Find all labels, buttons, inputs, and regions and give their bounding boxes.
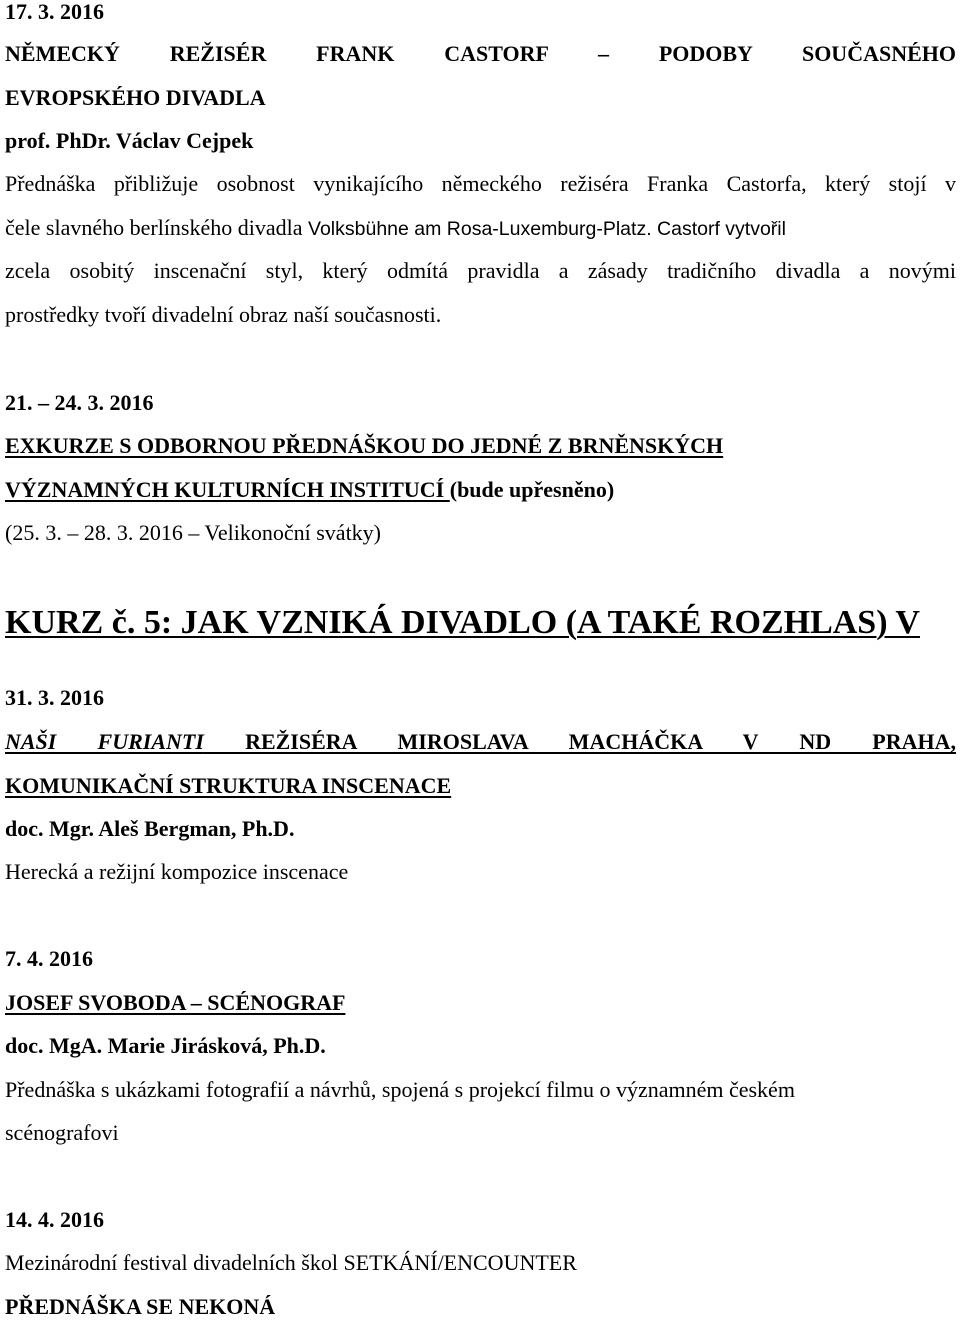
event-date: 21. – 24. 3. 2016 — [5, 390, 154, 415]
event-note: (25. 3. – 28. 3. 2016 – Velikonoční svátky) — [5, 520, 382, 545]
course-heading: KURZ č. 5: JAK VZNIKÁ DIVADLO (A TAKÉ ROZHLAS) V — [5, 604, 920, 641]
event-date: 7. 4. 2016 — [5, 946, 93, 971]
event-description: Přednáška s ukázkami fotografií a návrhů, spojená s projekcí filmu o významném českém — [5, 1077, 795, 1102]
event-description: zcela osobitý inscenační styl, který odmítá pravidla a zásady tradičního divadla a novými — [5, 258, 956, 283]
event-description — [5, 213, 786, 243]
lecturer-name: prof. PhDr. Václav Cejpek — [5, 128, 254, 153]
lecturer-name: doc. Mgr. Aleš Bergman, Ph.D. — [5, 816, 295, 841]
title-italic: NAŠI FURIANTI — [5, 729, 204, 754]
event-description: Přednáška přibližuje osobnost vynikajícího německého režiséra Franka Castorfa, který stojí v — [5, 171, 956, 196]
event-title: PŘEDNÁŠKA SE NEKONÁ — [5, 1294, 276, 1319]
event-title: JOSEF SVOBODA – SCÉNOGRAF — [5, 990, 346, 1015]
event-title-continued: KOMUNIKAČNÍ STRUKTURA INSCENACE — [5, 773, 452, 798]
description-text: Volksbühne am Rosa-Luxemburg-Platz. Castorf vytvořil — [308, 218, 786, 240]
event-title — [5, 727, 956, 757]
event-date: 14. 4. 2016 — [5, 1207, 104, 1232]
event-title: NĚMECKÝ REŽISÉR FRANK CASTORF – PODOBY SOUČASNÉHO — [5, 41, 956, 66]
event-date: 31. 3. 2016 — [5, 685, 104, 710]
title-text: VÝZNAMNÝCH KULTURNÍCH INSTITUCÍ — [5, 477, 450, 502]
lecturer-name: doc. MgA. Marie Jirásková, Ph.D. — [5, 1033, 326, 1058]
title-note: (bude upřesněno) — [449, 477, 615, 502]
description-text: čele slavného berlínského divadla — [5, 215, 309, 240]
event-description: scénografovi — [5, 1120, 119, 1145]
event-date: 17. 3. 2016 — [5, 0, 104, 24]
event-description: Herecká a režijní kompozice inscenace — [5, 859, 349, 884]
event-description: Mezinárodní festival divadelních škol SETKÁNÍ/ENCOUNTER — [5, 1250, 577, 1275]
title-text: REŽISÉRA MIROSLAVA MACHÁČKA V ND PRAHA, — [203, 729, 956, 754]
event-title-continued: EVROPSKÉHO DIVADLA — [5, 85, 266, 110]
event-title: EXKURZE S ODBORNOU PŘEDNÁŠKOU DO JEDNÉ Z BRNĚNSKÝCH — [5, 433, 724, 458]
event-description: prostředky tvoří divadelní obraz naší současnosti. — [5, 302, 442, 327]
event-title-continued — [5, 475, 614, 505]
